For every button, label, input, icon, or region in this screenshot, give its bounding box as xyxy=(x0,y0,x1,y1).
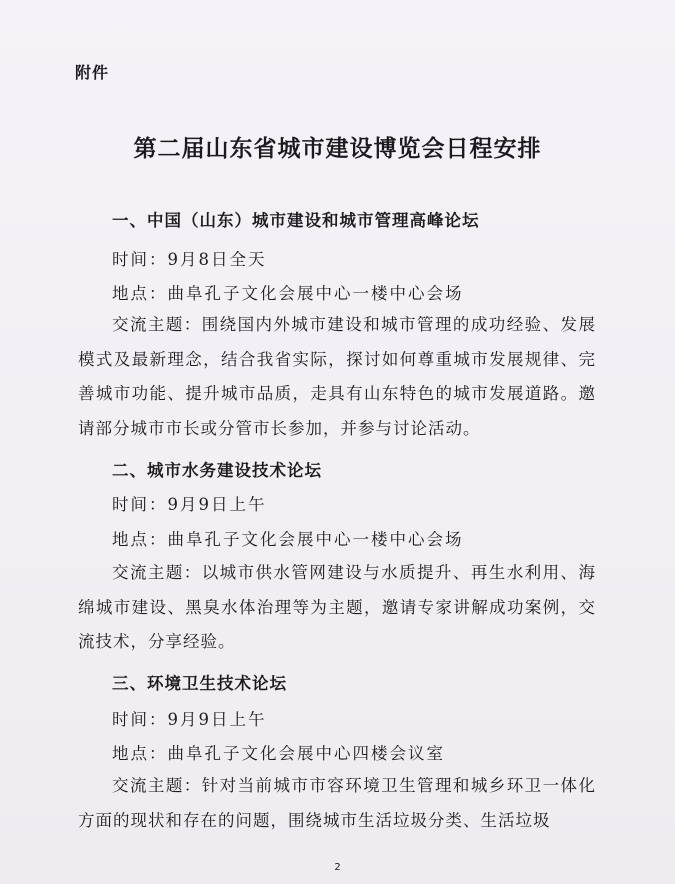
section-1-location: 地点：曲阜孔子文化会展中心一楼中心会场 xyxy=(112,284,464,303)
section-2-location: 地点：曲阜孔子文化会展中心一楼中心会场 xyxy=(112,530,464,549)
section-1-time: 时间：9月8日全天 xyxy=(112,250,267,269)
section-1-topic: 交流主题：围绕国内外城市建设和城市管理的成功经验、发展模式及最新理念，结合我省实际，探讨如何尊重城市发展规律、完善城市功能、提升城市品质，走具有山东特色的城市发展道路。邀请部分城市市长或分管市长参加，并参与讨论活动。 xyxy=(78,315,596,438)
section-2-topic: 交流主题：以城市供水管网建设与水质提升、再生水利用、海绵城市建设、黑臭水体治理等为主题，邀请专家讲解成功案例，交流技术，分享经验。 xyxy=(78,563,596,651)
page-title: 第二届山东省城市建设博览会日程安排 xyxy=(133,136,542,162)
section-2-heading: 二、城市水务建设技术论坛 xyxy=(112,461,322,480)
section-3-time: 时间：9月9日上午 xyxy=(112,710,267,729)
section-3-topic: 交流主题：针对当前城市市容环境卫生管理和城乡环卫一体化方面的现状和存在的问题，围绕城市生活垃圾分类、生活垃圾 xyxy=(78,776,596,830)
section-3-location: 地点：曲阜孔子文化会展中心四楼会议室 xyxy=(112,744,445,763)
section-1-heading: 一、中国（山东）城市建设和城市管理高峰论坛 xyxy=(112,211,480,230)
section-3-heading: 三、环境卫生技术论坛 xyxy=(112,674,287,693)
page-number: 2 xyxy=(334,862,341,873)
attachment-label: 附件 xyxy=(75,63,110,82)
section-2-time: 时间：9月9日上午 xyxy=(112,495,267,514)
